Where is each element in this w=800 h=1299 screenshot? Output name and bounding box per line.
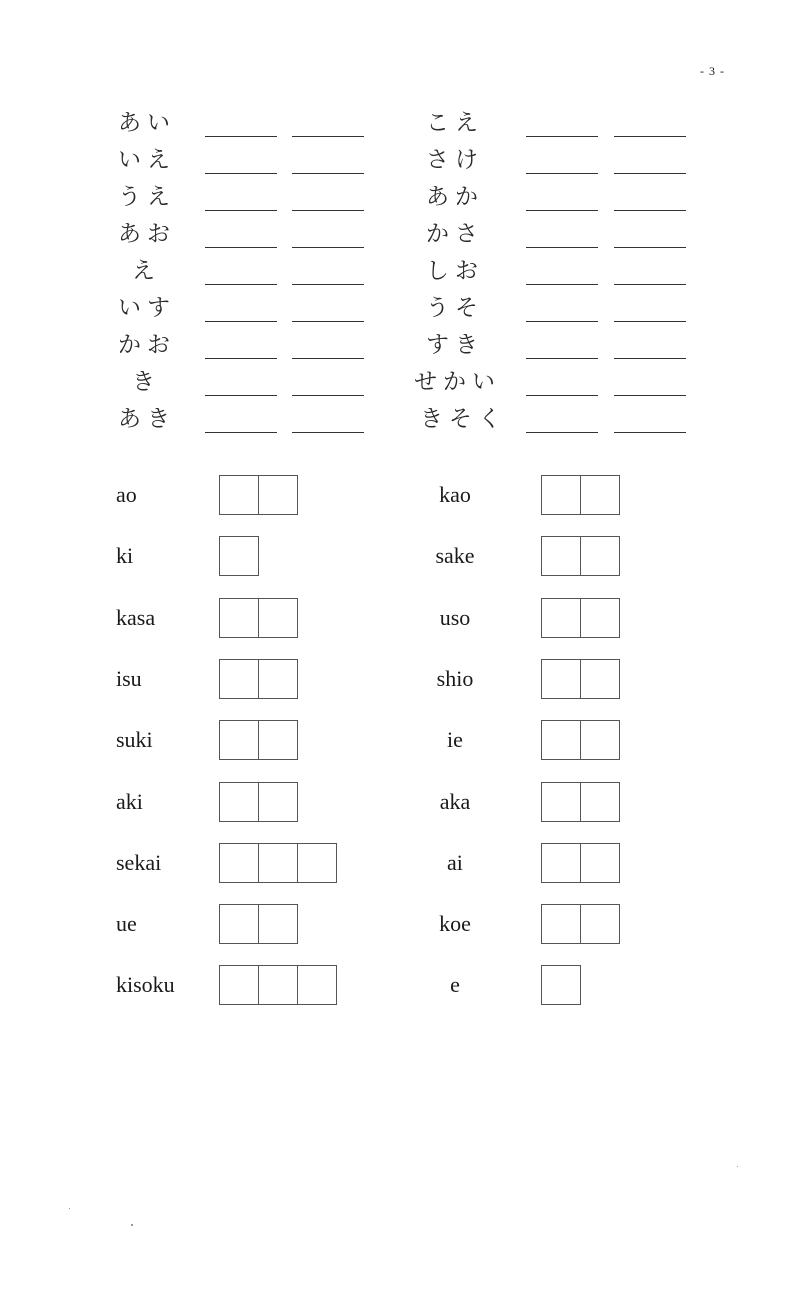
romaji-item xyxy=(0,904,800,944)
answer-blank-line[interactable] xyxy=(526,321,598,322)
answer-box-group xyxy=(541,475,620,515)
answer-box-group xyxy=(541,536,620,576)
answer-box-group xyxy=(541,598,620,638)
kana-word: せかい xyxy=(414,369,501,395)
answer-blank-line[interactable] xyxy=(526,395,598,396)
answer-box[interactable] xyxy=(542,537,581,575)
answer-box[interactable] xyxy=(581,537,619,575)
answer-box-group xyxy=(541,659,620,699)
kana-word: かお xyxy=(118,332,176,358)
romaji-word: kisoku xyxy=(116,972,175,997)
page-number: - 3 - xyxy=(700,64,725,78)
scan-speck xyxy=(69,1208,70,1209)
kana-word: あき xyxy=(118,406,176,432)
kana-item xyxy=(0,182,800,219)
scan-speck xyxy=(737,1166,738,1167)
romaji-item xyxy=(0,782,800,822)
answer-blank-line[interactable] xyxy=(614,358,686,359)
kana-word: あか xyxy=(426,184,484,210)
romaji-word: aki xyxy=(116,789,143,814)
kana-word: さけ xyxy=(426,147,484,173)
kana-word: うそ xyxy=(426,295,484,321)
answer-box-group xyxy=(541,720,620,760)
answer-box[interactable] xyxy=(581,476,619,514)
answer-box[interactable] xyxy=(581,599,619,637)
romaji-word: kao xyxy=(439,482,471,507)
answer-blank-line[interactable] xyxy=(614,321,686,322)
answer-box-group xyxy=(541,843,620,883)
kana-item xyxy=(0,404,800,441)
romaji-word: e xyxy=(450,972,460,997)
answer-box[interactable] xyxy=(542,844,581,882)
romaji-word: sekai xyxy=(116,850,162,875)
answer-box[interactable] xyxy=(542,905,581,943)
kana-word: いえ xyxy=(118,147,176,173)
romaji-word: shio xyxy=(436,666,474,691)
romaji-item xyxy=(0,659,800,699)
romaji-word: aka xyxy=(439,789,471,814)
answer-blank-line[interactable] xyxy=(526,284,598,285)
romaji-item xyxy=(0,475,800,515)
romaji-word: suki xyxy=(116,727,153,752)
answer-blank-line[interactable] xyxy=(526,136,598,137)
answer-blank-line[interactable] xyxy=(526,432,598,433)
scan-speck xyxy=(131,1224,133,1226)
answer-blank-line[interactable] xyxy=(614,284,686,285)
answer-blank-line[interactable] xyxy=(614,247,686,248)
answer-box[interactable] xyxy=(542,966,580,1004)
romaji-word: ai xyxy=(447,850,463,875)
kana-item xyxy=(0,293,800,330)
answer-box[interactable] xyxy=(581,783,619,821)
romaji-word: sake xyxy=(435,543,475,568)
romaji-word: isu xyxy=(116,666,142,691)
answer-box[interactable] xyxy=(581,660,619,698)
answer-box[interactable] xyxy=(581,844,619,882)
answer-blank-line[interactable] xyxy=(614,136,686,137)
answer-blank-line[interactable] xyxy=(526,173,598,174)
romaji-word: ue xyxy=(116,911,137,936)
kana-word: き xyxy=(132,369,161,395)
answer-box-group xyxy=(541,782,620,822)
answer-blank-line[interactable] xyxy=(526,247,598,248)
answer-blank-line[interactable] xyxy=(526,210,598,211)
romaji-item xyxy=(0,843,800,883)
romaji-item xyxy=(0,720,800,760)
answer-blank-line[interactable] xyxy=(526,358,598,359)
answer-blank-line[interactable] xyxy=(614,432,686,433)
romaji-word: koe xyxy=(439,911,471,936)
kana-word: しお xyxy=(426,258,484,284)
romaji-word: ie xyxy=(447,727,463,752)
kana-exercise xyxy=(0,0,800,440)
answer-blank-line[interactable] xyxy=(614,210,686,211)
romaji-item xyxy=(0,536,800,576)
kana-item xyxy=(0,108,800,145)
kana-word: こえ xyxy=(426,110,484,136)
answer-box[interactable] xyxy=(542,599,581,637)
answer-box[interactable] xyxy=(542,783,581,821)
answer-blank-line[interactable] xyxy=(614,395,686,396)
answer-box[interactable] xyxy=(542,476,581,514)
romaji-word: uso xyxy=(439,605,471,630)
kana-item xyxy=(0,330,800,367)
kana-word: うえ xyxy=(118,184,176,210)
answer-box[interactable] xyxy=(542,660,581,698)
kana-word: きそく xyxy=(420,406,507,432)
romaji-word: ao xyxy=(116,482,137,507)
romaji-exercise xyxy=(0,460,800,1020)
kana-word: あい xyxy=(118,110,176,136)
romaji-item xyxy=(0,965,800,1005)
answer-box-group xyxy=(541,965,581,1005)
kana-word: かさ xyxy=(426,221,484,247)
kana-word: すき xyxy=(426,332,484,358)
kana-item xyxy=(0,256,800,293)
kana-item xyxy=(0,367,800,404)
romaji-word: kasa xyxy=(116,605,156,630)
kana-item xyxy=(0,219,800,256)
romaji-word: ki xyxy=(116,543,134,568)
answer-blank-line[interactable] xyxy=(614,173,686,174)
answer-box-group xyxy=(541,904,620,944)
answer-box[interactable] xyxy=(581,721,619,759)
kana-word: え xyxy=(132,258,161,284)
answer-box[interactable] xyxy=(542,721,581,759)
answer-box[interactable] xyxy=(581,905,619,943)
kana-item xyxy=(0,145,800,182)
kana-word: あお xyxy=(118,221,176,247)
romaji-item xyxy=(0,598,800,638)
kana-word: いす xyxy=(118,295,176,321)
